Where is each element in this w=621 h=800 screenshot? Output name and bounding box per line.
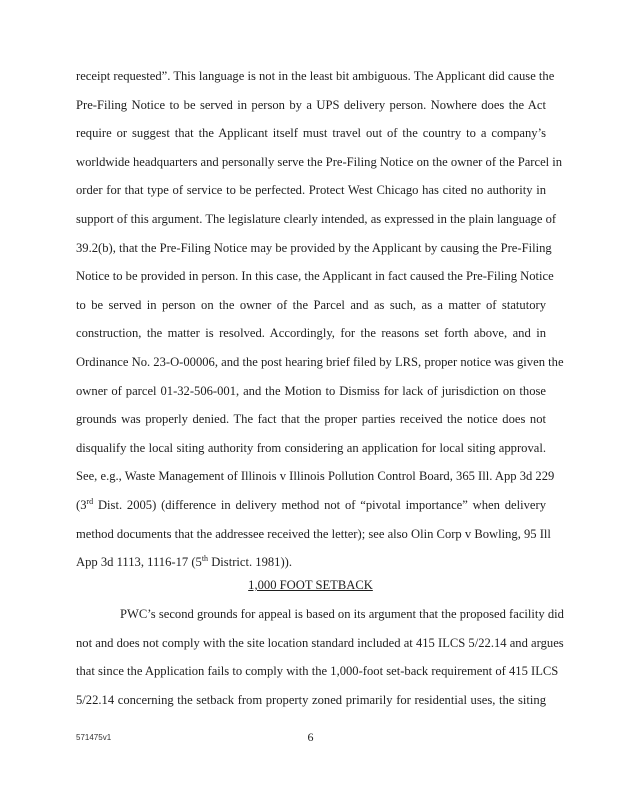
text-line: See, e.g., Waste Management of Illinois v Illinois Pollution Control Board, 365 Ill. App 3d 229 bbox=[76, 469, 555, 484]
citation-text: App 3d 1113, 1116-17 (5 bbox=[76, 555, 202, 570]
text-line: that since the Application fails to comply with the 1,000-foot set-back requirement of 415 ILCS bbox=[76, 664, 559, 679]
text-line: PWC’s second grounds for appeal is based on its argument that the proposed facility did bbox=[120, 607, 564, 621]
document-id-footer: 571475v1 bbox=[76, 733, 112, 742]
text-line: owner of parcel 01-32-506-001, and the Motion to Dismiss for lack of jurisdiction on those bbox=[76, 383, 546, 398]
ordinal-superscript: th bbox=[201, 553, 209, 563]
text-line: 39.2(b), that the Pre-Filing Notice may be provided by the Applicant by causing the Pre-Filing bbox=[76, 240, 552, 255]
text-line: construction, the matter is resolved. Accordingly, for the reasons set forth above, and in bbox=[76, 326, 546, 341]
text-line: worldwide headquarters and personally serve the Pre-Filing Notice on the owner of the Parcel in bbox=[76, 154, 563, 169]
text-line: method documents that the addressee received the letter); see also Olin Corp v Bowling, 95 Ill bbox=[76, 526, 551, 541]
page-number: 6 bbox=[307, 730, 314, 744]
text-line: support of this argument. The legislature clearly intended, as expressed in the plain language of bbox=[76, 211, 557, 226]
citation-text: Dist. 2005) (difference in delivery method not of “pivotal importance” when delivery bbox=[93, 497, 546, 512]
text-line: to be served in person on the owner of the Parcel and as such, as a matter of statutory bbox=[76, 297, 546, 312]
text-line: 5/22.14 concerning the setback from property zoned primarily for residential uses, the siting bbox=[76, 692, 546, 707]
text-line: grounds was properly denied. The fact that the proper parties received the notice does not bbox=[76, 412, 546, 427]
text-line: not and does not comply with the site location standard included at 415 ILCS 5/22.14 and argues bbox=[76, 635, 564, 650]
text-line: order for that type of service to be perfected. Protect West Chicago has cited no authority in bbox=[76, 183, 546, 198]
text-line: require or suggest that the Applicant itself must travel out of the country to a company’s bbox=[76, 126, 546, 141]
text-line-citation bbox=[76, 491, 546, 520]
text-line: Pre-Filing Notice to be served in person by a UPS delivery person. Nowhere does the Act bbox=[76, 97, 546, 112]
paragraph-setback-argument bbox=[76, 600, 564, 714]
section-heading: 1,000 FOOT SETBACK bbox=[248, 578, 373, 592]
citation-text: (3 bbox=[76, 497, 87, 512]
ordinal-superscript: rd bbox=[86, 496, 94, 506]
text-line: receipt requested”. This language is not in the least bit ambiguous. The Applicant did cause the bbox=[76, 69, 555, 83]
paragraph-notice-argument bbox=[76, 62, 564, 577]
citation-text: District. 1981)). bbox=[208, 555, 292, 570]
text-line: Ordinance No. 23-O-00006, and the post hearing brief filed by LRS, proper notice was given the bbox=[76, 354, 564, 369]
text-line: disqualify the local siting authority from considering an application for local siting approval. bbox=[76, 440, 546, 455]
text-line: Notice to be provided in person. In this case, the Applicant in fact caused the Pre-Filing Notice bbox=[76, 269, 554, 284]
